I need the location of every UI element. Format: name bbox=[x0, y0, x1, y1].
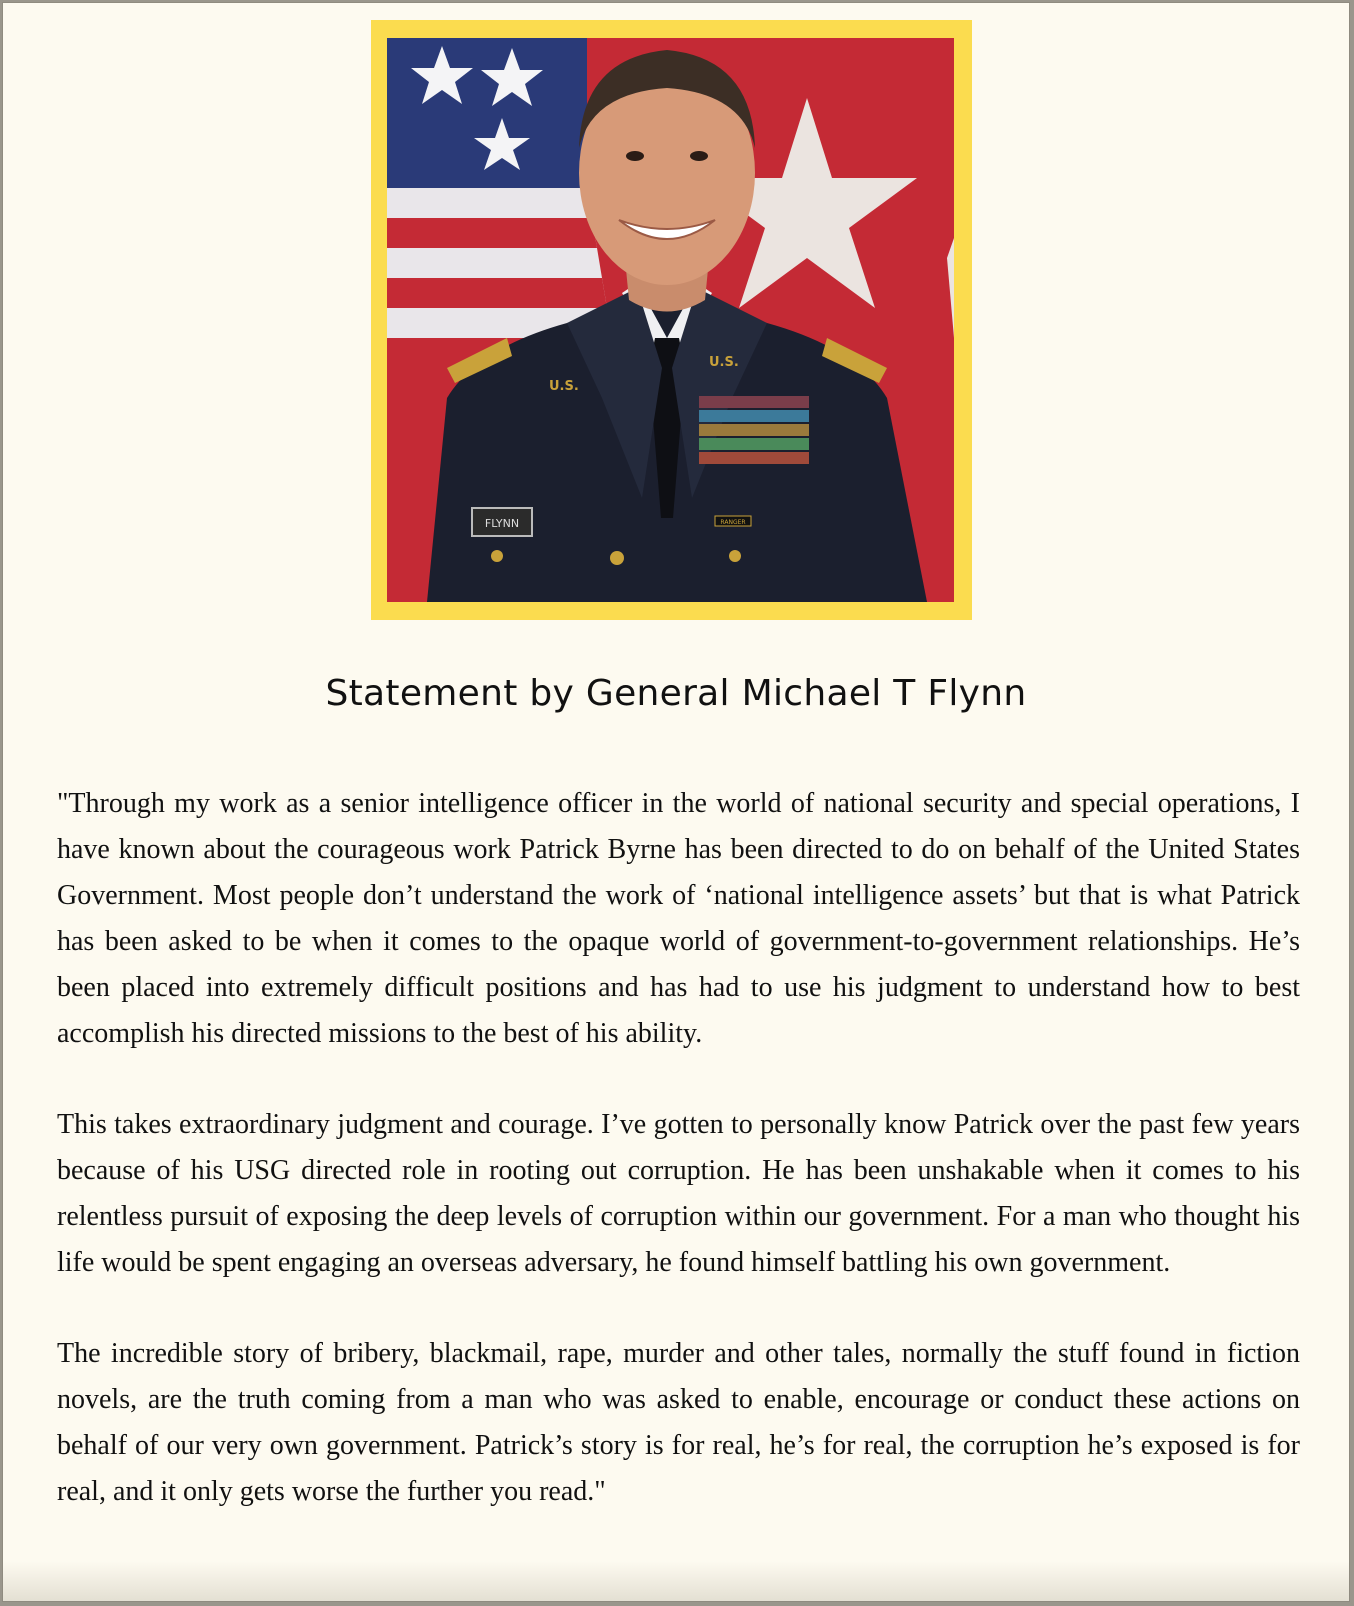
statement-body bbox=[57, 781, 1300, 1560]
portrait-photo bbox=[387, 38, 954, 602]
page-bottom-shadow bbox=[3, 1561, 1349, 1601]
statement-paragraph-3: The incredible story of bribery, blackmail, rape, murder and other tales, normally the stuff found in fiction novels, are the truth coming from a man who was asked to enable, encourage or conduct these actions on behalf of our very own government. Patrick’s story is for real, he’s for real, the corruption he’s exposed is for real, and it only gets worse the further you read." bbox=[57, 1338, 1300, 1507]
portrait-illustration bbox=[387, 38, 954, 602]
portrait-frame bbox=[371, 20, 972, 620]
document-page bbox=[2, 2, 1350, 1602]
insignia-right: U.S. bbox=[709, 355, 739, 370]
statement-paragraph-2: This takes extraordinary judgment and courage. I’ve gotten to personally know Patrick over the past few years because of his USG directed role in rooting out corruption. He has been unshakable when it comes to his relentless pursuit of exposing the deep levels of corruption within our government. For a man who thought his life would be spent engaging an overseas adversary, he found himself battling his own government. bbox=[57, 1109, 1300, 1278]
insignia-left: U.S. bbox=[549, 379, 579, 394]
statement-paragraph-1: "Through my work as a senior intelligence officer in the world of national security and special operations, I have known about the courageous work Patrick Byrne has been directed to do on behalf of the United States Government. Most people don’t understand the work of ‘national intelligence assets’ but that is what Patrick has been asked to be when it comes to the opaque world of government-to-government relationships. He’s been placed into extremely difficult positions and has had to use his judgment to understand how to best accomplish his directed missions to the best of his ability. bbox=[57, 788, 1300, 1049]
ranger-tab: RANGER bbox=[720, 519, 746, 526]
name-plate-text: FLYNN bbox=[484, 517, 520, 530]
ribbon-rack-icon bbox=[699, 396, 809, 464]
statement-title: Statement by General Michael T Flynn bbox=[325, 673, 1027, 714]
